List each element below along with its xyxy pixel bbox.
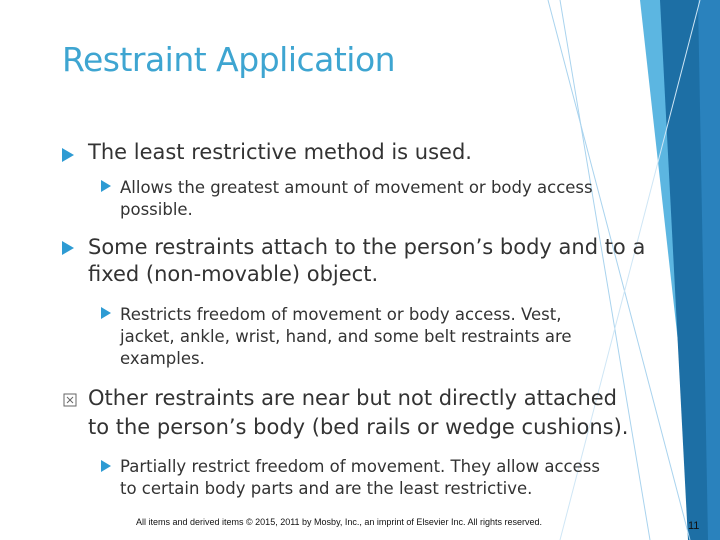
sub-bullet-3-line-1: Partially restrict freedom of movement. They allow access xyxy=(120,457,600,476)
copyright-footer: All items and derived items © 2015, 2011 by Mosby, Inc., an imprint of Elsevier Inc. All rights reserved. xyxy=(136,517,542,527)
bullet-1-line-1: The least restrictive method is used. xyxy=(88,140,472,164)
bullet-3-line-1: Other restraints are near but not directly attached xyxy=(88,386,618,410)
triangle-arrow-icon xyxy=(101,307,111,319)
sub-bullet-2-line-2: jacket, ankle, wrist, hand, and some belt restraints are xyxy=(120,327,572,346)
slide-title: Restraint Application xyxy=(62,40,396,79)
triangle-arrow-icon xyxy=(101,180,111,192)
sub-bullet-2-line-1: Restricts freedom of movement or body access. Vest, xyxy=(120,305,562,324)
triangle-arrow-icon xyxy=(62,148,74,162)
sub-bullet-2-line-3: examples. xyxy=(120,349,205,368)
sub-bullet-1-line-2: possible. xyxy=(120,200,193,219)
sub-bullet-3-line-2: to certain body parts and are the least restrictive. xyxy=(120,479,533,498)
missing-glyph-icon xyxy=(63,393,77,407)
triangle-arrow-icon xyxy=(101,460,111,472)
triangle-arrow-icon xyxy=(62,241,74,255)
page-number: 11 xyxy=(688,520,700,532)
bullet-3-line-2: to the person’s body (bed rails or wedge cushions). xyxy=(88,415,629,439)
bullet-2-line-1: Some restraints attach to the person’s body and to a xyxy=(88,235,646,259)
sub-bullet-1-line-1: Allows the greatest amount of movement or body access xyxy=(120,178,593,197)
bullet-2-line-2: fixed (non-movable) object. xyxy=(88,262,379,286)
